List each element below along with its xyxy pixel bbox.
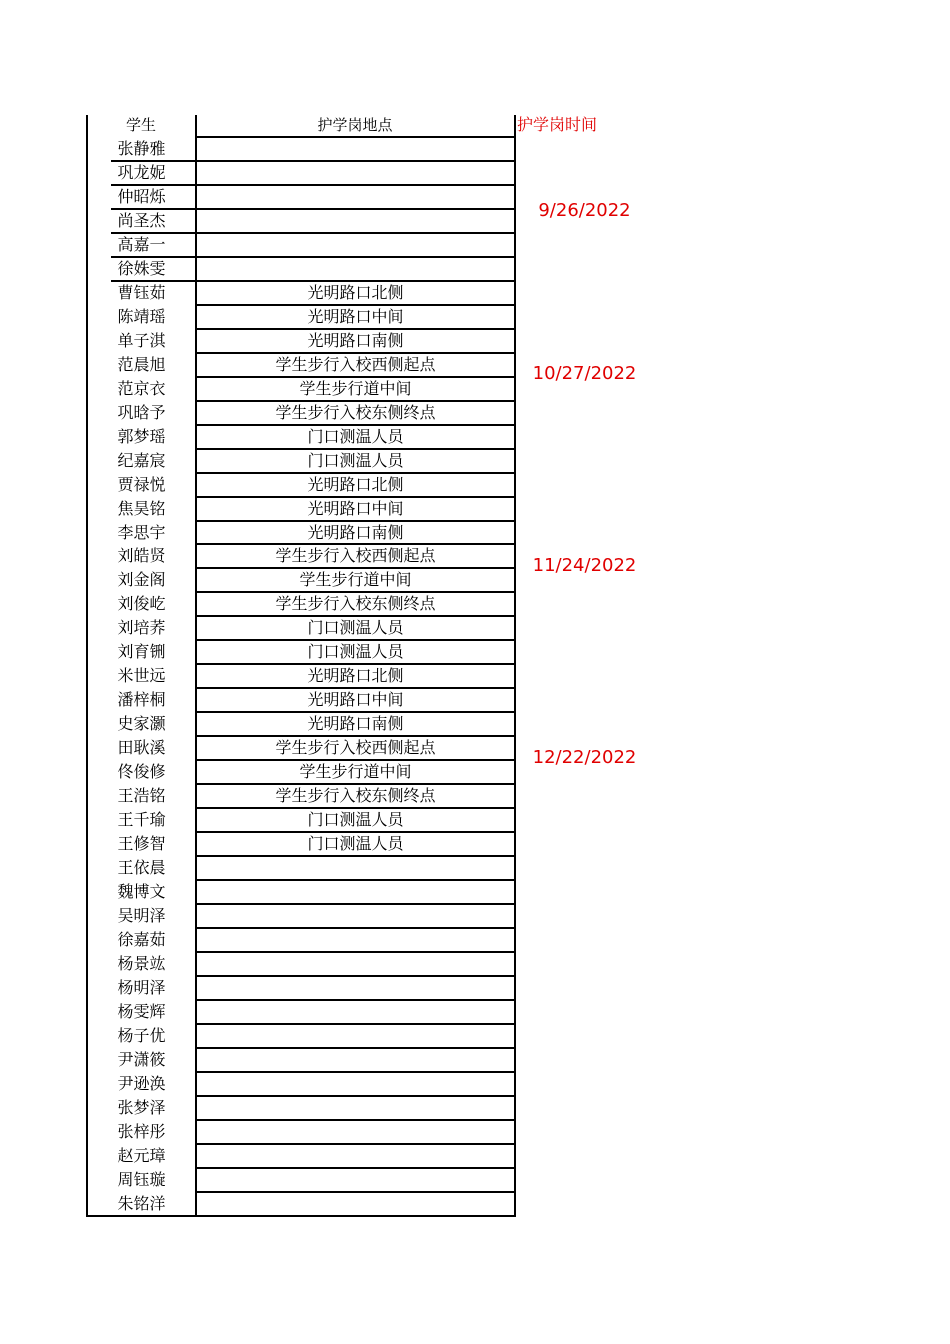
location-cell[interactable]: 光明路口中间: [307, 690, 404, 710]
location-cell[interactable]: 光明路口中间: [307, 306, 404, 326]
student-name-cell[interactable]: 张梓彤: [117, 1121, 166, 1141]
student-name-cell[interactable]: 仲昭烁: [117, 186, 166, 206]
location-cell[interactable]: 学生步行道中间: [299, 378, 412, 398]
student-name-cell[interactable]: 徐嘉茹: [117, 930, 166, 949]
location-cell[interactable]: 光明路口南侧: [307, 522, 404, 542]
grid-line-row: [195, 1215, 516, 1217]
student-name-cell[interactable]: 魏博文: [117, 882, 166, 902]
duty-date-label: 10/27/2022: [532, 363, 637, 385]
student-name-cell[interactable]: 焦昊铭: [117, 498, 166, 518]
student-name-cell[interactable]: 郭梦瑶: [117, 426, 166, 446]
student-name-cell[interactable]: 刘俊屹: [117, 594, 166, 614]
location-cell[interactable]: [197, 209, 514, 232]
location-cell[interactable]: 门口测温人员: [307, 642, 404, 662]
duty-date-label: 12/22/2022: [532, 746, 637, 768]
location-cell[interactable]: [197, 928, 514, 951]
location-cell[interactable]: 门口测温人员: [307, 426, 404, 446]
location-cell[interactable]: 门口测温人员: [307, 618, 404, 638]
student-name-cell[interactable]: 李思宇: [117, 522, 166, 542]
location-cell[interactable]: [197, 161, 514, 184]
location-cell[interactable]: [197, 1192, 514, 1215]
student-name-cell[interactable]: 刘育铏: [117, 642, 166, 662]
location-cell[interactable]: [197, 1120, 514, 1143]
student-name-cell[interactable]: 田耿溪: [117, 738, 166, 758]
location-cell[interactable]: [197, 257, 514, 280]
student-name-cell[interactable]: 单子淇: [117, 330, 166, 350]
student-name-cell[interactable]: 米世远: [117, 666, 166, 686]
student-name-cell[interactable]: 徐姝雯: [117, 258, 166, 278]
student-name-cell[interactable]: 范晨旭: [117, 354, 166, 374]
student-name-cell[interactable]: 曹钰茹: [117, 282, 166, 302]
location-cell[interactable]: 门口测温人员: [307, 450, 404, 470]
student-name-cell[interactable]: 吴明泽: [117, 906, 166, 926]
student-name-cell[interactable]: 巩晗予: [117, 402, 166, 422]
student-name-cell[interactable]: 范京衣: [117, 378, 166, 398]
student-name-cell[interactable]: 赵元璋: [117, 1145, 166, 1165]
location-cell[interactable]: 学生步行道中间: [299, 570, 412, 590]
location-cell[interactable]: 光明路口北侧: [307, 666, 404, 686]
student-name-cell[interactable]: 高嘉一: [117, 234, 166, 254]
location-cell[interactable]: 光明路口北侧: [307, 474, 404, 494]
student-name-cell[interactable]: 纪嘉宸: [117, 450, 166, 470]
location-cell[interactable]: 学生步行入校西侧起点: [275, 738, 436, 758]
location-cell[interactable]: 光明路口南侧: [307, 330, 404, 350]
student-name-cell[interactable]: 佟俊修: [117, 762, 166, 782]
location-cell[interactable]: [197, 1072, 514, 1095]
student-name-cell[interactable]: 尹逊涣: [117, 1073, 166, 1093]
location-cell[interactable]: [197, 1096, 514, 1119]
location-cell[interactable]: [197, 1048, 514, 1071]
location-cell[interactable]: 学生步行入校西侧起点: [275, 546, 436, 566]
location-cell[interactable]: 学生步行入校东侧终点: [275, 594, 436, 614]
student-name-cell[interactable]: 周钰璇: [117, 1169, 166, 1189]
location-cell[interactable]: [197, 137, 514, 160]
student-name-cell[interactable]: 尚圣杰: [117, 210, 166, 230]
student-name-cell[interactable]: 刘培荞: [117, 618, 166, 638]
header-student: 学生: [125, 116, 156, 134]
location-cell[interactable]: 学生步行道中间: [299, 762, 412, 782]
student-name-cell[interactable]: 杨明泽: [117, 977, 166, 997]
location-cell[interactable]: [197, 904, 514, 927]
duty-date-label: 9/26/2022: [538, 200, 631, 222]
student-name-cell[interactable]: 王千瑜: [117, 810, 166, 830]
student-name-cell[interactable]: 朱铭洋: [117, 1193, 166, 1213]
header-time: 护学岗时间: [517, 115, 598, 134]
student-name-cell[interactable]: 陈靖瑶: [117, 306, 166, 326]
location-cell[interactable]: [197, 185, 514, 208]
student-name-cell[interactable]: 史家灏: [117, 714, 166, 734]
student-name-cell[interactable]: 王修智: [117, 834, 166, 854]
location-cell[interactable]: 学生步行入校东侧终点: [275, 402, 436, 422]
grid-line-bottom: [86, 1215, 195, 1217]
student-name-cell[interactable]: 刘皓贤: [117, 546, 166, 566]
student-name-cell[interactable]: 潘梓桐: [117, 690, 166, 710]
student-name-cell[interactable]: 巩龙妮: [117, 162, 166, 182]
location-cell[interactable]: 门口测温人员: [307, 810, 404, 830]
student-name-cell[interactable]: 杨雯辉: [117, 1001, 166, 1021]
location-cell[interactable]: [197, 1000, 514, 1023]
location-cell[interactable]: 学生步行入校东侧终点: [275, 786, 436, 806]
header-location: 护学岗地点: [317, 116, 393, 134]
student-name-cell[interactable]: 杨景竑: [117, 953, 166, 973]
location-cell[interactable]: 光明路口中间: [307, 498, 404, 518]
student-name-cell[interactable]: 张静雅: [117, 139, 166, 158]
student-name-cell[interactable]: 尹潇筱: [117, 1049, 166, 1069]
student-name-cell[interactable]: 张梦泽: [117, 1097, 166, 1117]
student-name-cell[interactable]: 杨子优: [117, 1025, 166, 1045]
location-cell[interactable]: [197, 880, 514, 903]
student-name-cell[interactable]: 刘金阁: [117, 570, 166, 590]
location-cell[interactable]: 学生步行入校西侧起点: [275, 354, 436, 374]
student-name-cell[interactable]: 王依晨: [117, 858, 166, 878]
student-name-cell[interactable]: 王浩铭: [117, 786, 166, 806]
location-cell[interactable]: 光明路口北侧: [307, 282, 404, 302]
location-cell[interactable]: [197, 1168, 514, 1191]
location-cell[interactable]: [197, 1144, 514, 1167]
location-cell[interactable]: 门口测温人员: [307, 834, 404, 854]
location-cell[interactable]: [197, 1024, 514, 1047]
location-cell[interactable]: [197, 233, 514, 256]
location-cell[interactable]: [197, 976, 514, 999]
location-cell[interactable]: [197, 952, 514, 975]
location-cell[interactable]: [197, 856, 514, 879]
student-name-cell[interactable]: 贾禄悦: [117, 474, 166, 494]
duty-date-label: 11/24/2022: [532, 555, 637, 577]
location-cell[interactable]: 光明路口南侧: [307, 714, 404, 734]
